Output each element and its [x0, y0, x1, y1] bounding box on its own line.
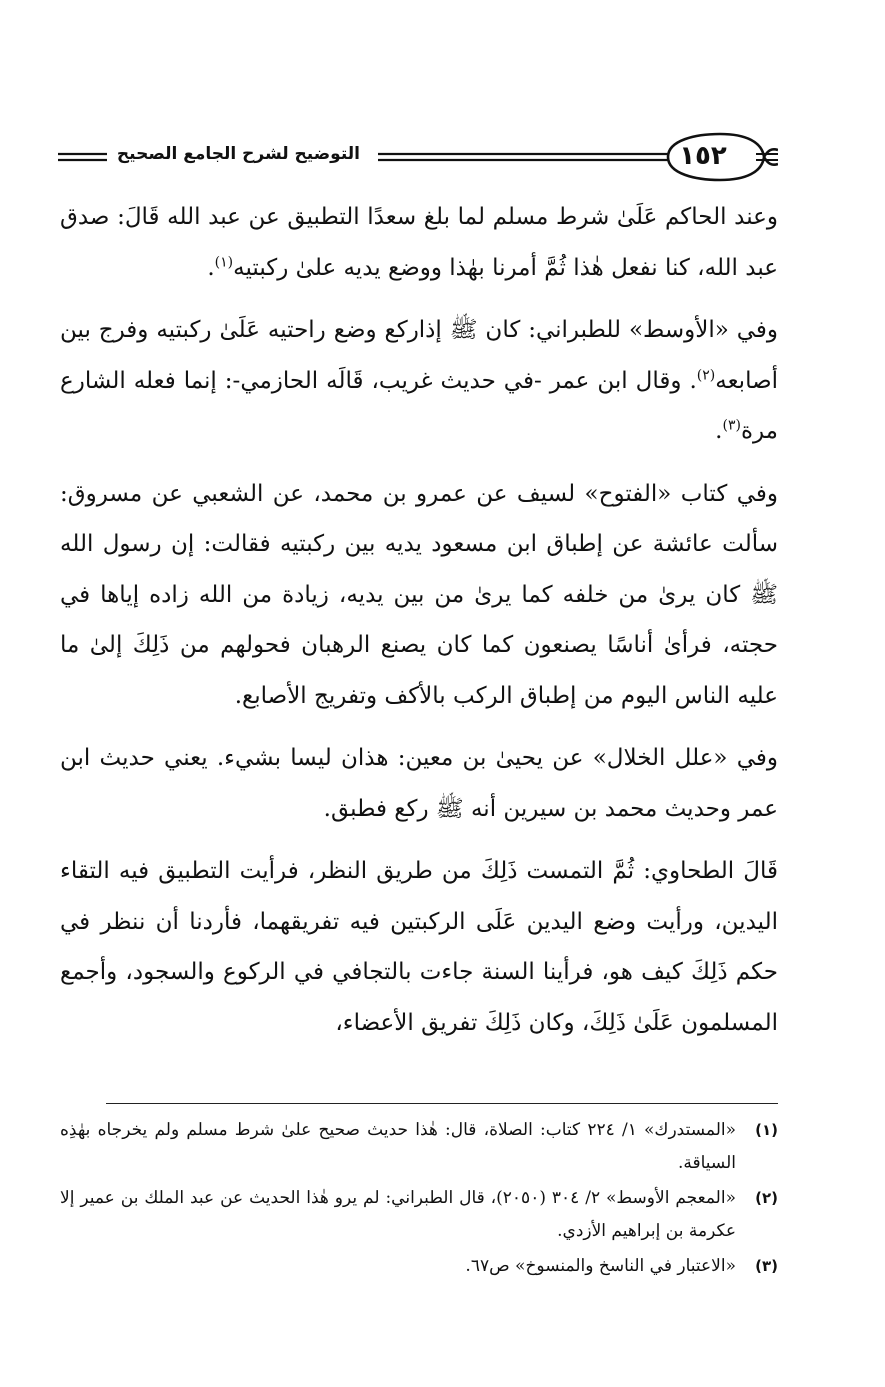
paragraph-5: قَالَ الطحاوي: ثُمَّ التمست ذَلِكَ من طريق النظر، فرأيت التطبيق فيه التقاء اليدين، ورأيت وضع اليدين عَلَى الركبتين فيه تفريقهما، فأردنا أن ننظر في حكم ذَلِكَ كيف هو، فرأينا السنة جاءت بالتجافي في الركوع والسجود، وأجمع المسلمون عَلَىٰ ذَلِكَ، وكان ذَلِكَ تفريق الأعضاء، [60, 858, 778, 1036]
paragraph-1-text: وعند الحاكم عَلَىٰ شرط مسلم لما بلغ سعدًا التطبيق عن عبد الله قَالَ: صدق عبد الله، كنا نفعل هٰذا ثُمَّ أمرنا بهٰذا ووضع يديه علىٰ ركبتيه [60, 204, 778, 281]
footnote-number: (١) [755, 1121, 778, 1139]
footnotes [60, 1114, 778, 1285]
footnote-number: (٣) [755, 1257, 778, 1275]
footnote-number: (٢) [755, 1189, 778, 1207]
footnote-text: «الاعتبار في الناسخ والمنسوخ» ص٦٧. [465, 1256, 736, 1276]
paragraph-1-end: . [207, 254, 215, 281]
footnote-separator [106, 1103, 778, 1104]
page-number: ١٥٢ [679, 141, 727, 171]
paragraph-2-text-b: . وقال ابن عمر -في حديث غريب، قَالَه الحازمي-: إنما فعله الشارع مرة [60, 367, 778, 444]
footnote-ref-1: (١) [214, 253, 234, 270]
paragraph-2-end: . [715, 418, 723, 444]
footnote-text: «المعجم الأوسط» ٢/ ٣٠٤ (٢٠٥٠)، قال الطبراني: لم يرو هٰذا الحديث عن عبد الملك بن عمير إلا عكرمة بن إبراهيم الأزدي. [60, 1188, 736, 1241]
paragraph-3: وفي كتاب «الفتوح» لسيف عن عمرو بن محمد، عن الشعبي عن مسروق: سألت عائشة عن إطباق ابن مسعود يديه بين ركبتيه فقالت: إن رسول الله ﷺ كان يرىٰ من خلفه كما يرىٰ من بين يديه، زيادة من الله زاده إياها في حجته، فرأىٰ أناسًا يصنعون كما كان يصنع الرهبان فحولهم من ذَلِكَ إلىٰ ما عليه الناس اليوم من إطباق الركب بالأكف وتفريج الأصابع. [60, 480, 778, 709]
footnote-item [60, 1250, 778, 1283]
paragraph-1 [60, 192, 778, 293]
footnote-item [60, 1182, 778, 1248]
paragraph-2 [60, 305, 778, 457]
page-header [56, 128, 778, 184]
footnote-item [60, 1114, 778, 1180]
paragraph-4: وفي «علل الخلال» عن يحيىٰ بن معين: هذان ليسا بشيء. يعني حديث ابن عمر وحديث محمد بن سيرين أنه ﷺ ركع فطبق. [60, 745, 778, 822]
footnote-ref-3: (٣) [722, 417, 741, 434]
main-text [60, 192, 778, 1060]
footnote-text: «المستدرك» ١/ ٢٢٤ كتاب: الصلاة، قال: هٰذا حديث صحيح علىٰ شرط مسلم ولم يخرجاه بهٰذِه السياقة. [60, 1120, 736, 1173]
paragraph-2-text-a: وفي «الأوسط» للطبراني: كان ﷺ إذاركع وضع راحتيه عَلَىٰ ركبتيه وفرج بين أصابعه [60, 317, 778, 394]
footnote-ref-2: (٢) [696, 366, 716, 383]
running-title: التوضيح لشرح الجامع الصحيح [107, 140, 370, 168]
